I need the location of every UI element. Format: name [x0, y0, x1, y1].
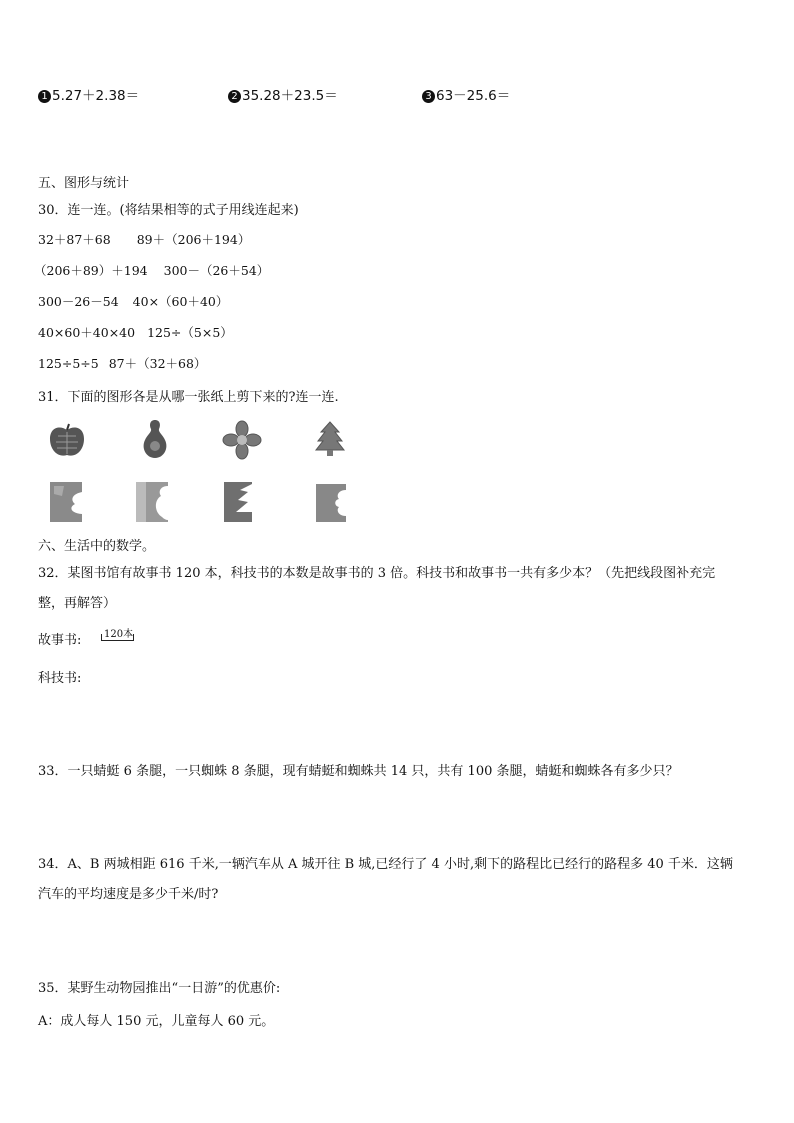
cut-paper-leaf-icon [48, 480, 84, 524]
apple-icon [46, 422, 88, 460]
q31-title: 31．下面的图形各是从哪一张纸上剪下来的?连一连. [38, 390, 339, 405]
q34-line-2: 汽车的平均速度是多少千米/时? [38, 887, 219, 902]
calc-item-3 [422, 84, 510, 104]
q30-title: 30．连一连。(将结果相等的式子用线连起来) [38, 203, 299, 218]
q32-line-1: 32．某图书馆有故事书 120 本，科技书的本数是故事书的 3 倍。科技书和故事书一共有多少本？（先把线段图补充完 [38, 566, 716, 581]
q30-left-5: 125÷5÷5 [38, 356, 99, 371]
story-book-segment [101, 634, 134, 641]
calc-item-1 [38, 84, 139, 104]
q30-row-4 [38, 323, 233, 341]
tree-icon [314, 420, 346, 458]
cut-paper-flower-icon [314, 482, 348, 524]
flower-icon [222, 420, 262, 460]
q30-right-4: 125÷（5×5） [147, 325, 233, 340]
q32-line-2: 整，再解答） [38, 596, 117, 611]
circled-number-3: 3 [422, 90, 435, 103]
segment-label: 120本 [104, 629, 134, 640]
circled-number-2: 2 [228, 90, 241, 103]
cut-paper-gourd-icon [134, 480, 170, 524]
q35-option-a: A：成人每人 150 元，儿童每人 60 元。 [38, 1014, 275, 1029]
section-5-title: 五、图形与统计 [38, 176, 130, 191]
q30-row-5 [38, 354, 206, 372]
calc-expr-1: 5.27＋2.38＝ [52, 88, 140, 104]
q30-left-3: 300－26－54 [38, 294, 119, 309]
q33-text: 33．一只蜻蜓 6 条腿，一只蜘蛛 8 条腿，现有蜻蜓和蜘蛛共 14 只，共有 100 条腿，蜻蜓和蜘蛛各有多少只？ [38, 764, 679, 779]
q30-left-2: （206＋89）＋194 [34, 263, 148, 278]
section-6-title: 六、生活中的数学。 [38, 539, 156, 554]
q34-line-1: 34．A、B 两城相距 616 千米,一辆汽车从 A 城开往 B 城,已经行了 4 小时,剩下的路程比已经行的路程多 40 千米．这辆 [38, 857, 733, 872]
q30-right-5: 87＋（32＋68） [108, 356, 207, 371]
q30-right-2: 300－（26＋54） [163, 263, 270, 278]
calc-expr-3: 63－25.6＝ [436, 88, 511, 104]
q35-title: 35．某野生动物园推出“一日游”的优惠价: [38, 981, 281, 996]
q30-right-3: 40×（60＋40） [132, 294, 229, 309]
q30-row-1 [38, 230, 250, 248]
q30-left-4: 40×60＋40×40 [38, 325, 136, 340]
q30-row-2 [34, 261, 269, 279]
q32-science-label: 科技书: [38, 671, 82, 686]
gourd-icon [138, 418, 172, 460]
circled-number-1: 1 [38, 90, 51, 103]
calc-item-2 [228, 84, 338, 104]
cut-paper-tree-icon [222, 480, 254, 524]
q32-story-label: 故事书: [38, 633, 82, 648]
q30-right-1: 89＋（206＋194） [136, 232, 251, 247]
q30-row-3 [38, 292, 228, 310]
q30-left-1: 32＋87＋68 [38, 232, 111, 247]
calc-expr-2: 35.28＋23.5＝ [242, 88, 338, 104]
